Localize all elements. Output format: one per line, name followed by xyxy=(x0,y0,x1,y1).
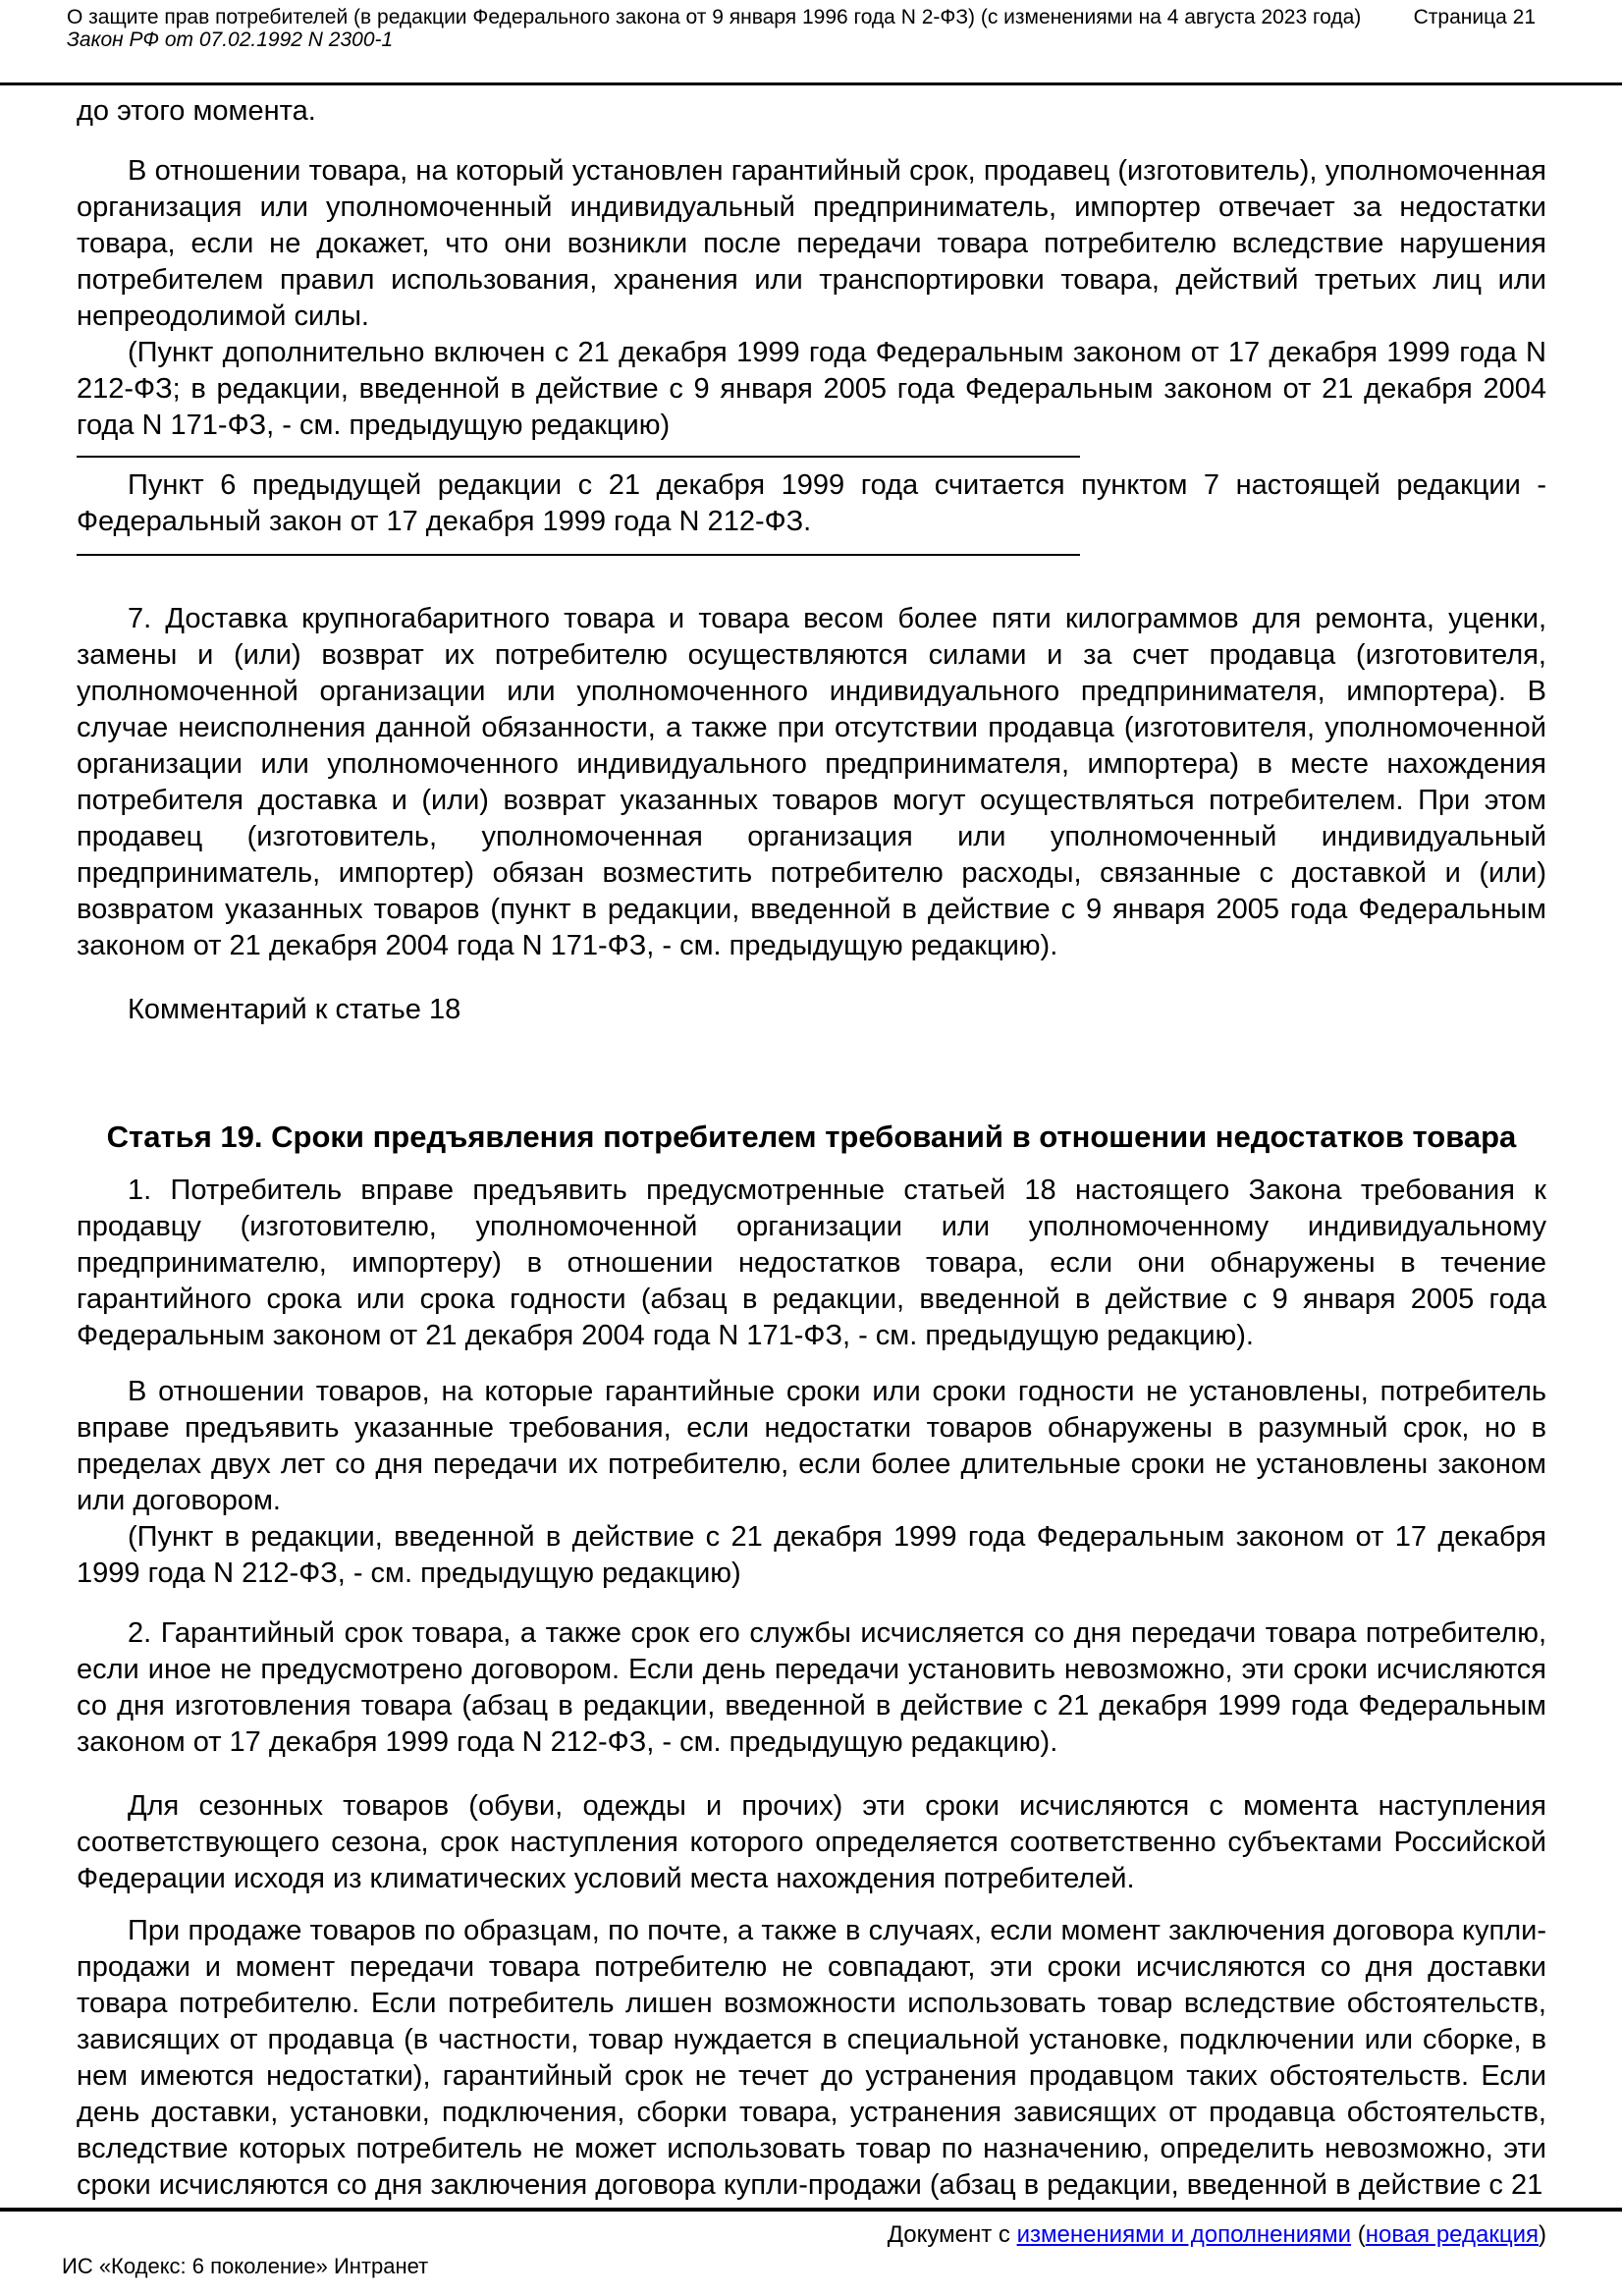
paragraph-2-sample-sales: При продаже товаров по образцам, по почте, а также в случаях, если момент заключения договора купли-продажи и момент передачи товара потребителю не совпадают, эти сроки исчисляются со дня доставки товара потребителю. Если потребитель лишен возможности использовать товар вследствие обстоятельств, зависящих от продавца (в частности, товар нуждается в специальной установке, подключении или сборке, в нем имеются недостатки), гарантийный срок не течет до устранения продавцом таких обстоятельств. Если день доставки, установки, подключения, сборки товара, устранения зависящих от продавца обстоятельств, вследствие которых потребитель не может использовать товар по назначению, определить невозможно, эти сроки исчисляются со дня заключения договора купли-продажи (абзац в редакции, введенной в действие с 21 xyxy=(77,1915,1546,2201)
changes-and-additions-link[interactable]: изменениями и дополнениями xyxy=(1016,2221,1352,2248)
section-divider xyxy=(77,456,1080,458)
document-body xyxy=(0,85,1622,2208)
new-edition-link[interactable]: новая редакция xyxy=(1365,2221,1539,2248)
section-divider xyxy=(77,554,1080,556)
paragraph-2-seasonal-goods: Для сезонных товаров (обуви, одежды и прочих) эти сроки исчисляются с момента наступления соответствующего сезона, срок наступления которого определяется соответственно субъектами Российской Федерации исходя из климатических условий места нахождения потребителей. xyxy=(77,1790,1546,1894)
paragraph-warranty-liability: В отношении товара, на который установлен гарантийный срок, продавец (изготовитель), уполномоченная организация или уполномоченный индивидуальный предприниматель, импортер отвечает за недостатки товара, если не докажет, что они возникли после передачи товара потребителю вследствие нарушения потребителем правил использования, хранения или транспортировки товара, действий третьих лиц или непреодолимой силы. xyxy=(77,155,1546,332)
footer-note-prefix: Документ с xyxy=(887,2221,1017,2248)
page-number: Страница 21 xyxy=(1413,6,1536,28)
paragraph-7-delivery: 7. Доставка крупногабаритного товара и товара весом более пяти килограммов для ремонта, уценки, замены и (или) возврат их потребителю осуществляются силами и за счет продавца (изготовителя, уполномоченной организации или уполномоченного индивидуального предпринимателя, импортера). В случае неисполнения данной обязанности, а также при отсутствии продавца (изготовителя, уполномоченной организации или уполномоченного индивидуального предпринимателя, импортера) в месте нахождения потребителя доставка и (или) возврат указанных товаров могут осуществляться потребителем. При этом продавец (изготовитель, уполномоченная организация или уполномоченный индивидуальный предприниматель, импортер) обязан возместить потребителю расходы, связанные с доставкой и (или) возвратом указанных товаров (пункт в редакции, введенной в действие с 9 января 2005 года Федеральным законом от 21 декабря 2004 года N 171-ФЗ, - см. предыдущую редакцию). xyxy=(77,603,1546,961)
paragraph-1-claims: 1. Потребитель вправе предъявить предусмотренные статьей 18 настоящего Закона требования к продавцу (изготовителю, уполномоченной организации или уполномоченному индивидуальному предпринимателю, импортеру) в отношении недостатков товара, если они обнаружены в течение гарантийного срока или срока годности (абзац в редакции, введенной в действие с 9 января 2005 года Федеральным законом от 21 декабря 2004 года N 171-ФЗ, - см. предыдущую редакцию). xyxy=(77,1175,1546,1351)
paragraph-1-note: (Пункт в редакции, введенной в действие с 21 декабря 1999 года Федеральным законом от 17 декабря 1999 года N 212-ФЗ, - см. предыдущую редакцию) xyxy=(77,1521,1546,1589)
intranet-system-label: ИС «Кодекс: 6 поколение» Интранет xyxy=(62,2254,429,2278)
article18-comment-note: Комментарий к статье 18 xyxy=(128,994,461,1025)
footer-note xyxy=(888,2220,1546,2250)
footer-note-mid: ( xyxy=(1351,2221,1366,2248)
continuation-line: до этого момента. xyxy=(77,95,316,127)
footer-divider xyxy=(0,2208,1622,2212)
document-subtitle: Закон РФ от 07.02.1992 N 2300-1 xyxy=(67,28,394,51)
paragraph-warranty-note: (Пункт дополнительно включен с 21 декабря 1999 года Федеральным законом от 17 декабря 1999 года N 212-ФЗ; в редакции, введенной в действие с 9 января 2005 года Федеральным законом от 21 декабря 2004 года N 171-ФЗ, - см. предыдущую редакцию) xyxy=(77,337,1546,441)
article19-heading: Статья 19. Сроки предъявления потребителем требований в отношении недостатков товара xyxy=(106,1120,1517,1154)
document-title: О защите прав потребителей (в редакции Федерального закона от 9 января 1996 года N 2-ФЗ) (с изменениями на 4 августа 2023 года) xyxy=(67,6,1362,28)
paragraph-2-warranty-term: 2. Гарантийный срок товара, а также срок его службы исчисляется со дня передачи товара потребителю, если иное не предусмотрено договором. Если день передачи установить невозможно, эти сроки исчисляются со дня изготовления товара (абзац в редакции, введенной в действие с 21 декабря 1999 года Федеральным законом от 17 декабря 1999 года N 212-ФЗ, - см. предыдущую редакцию). xyxy=(77,1617,1546,1758)
paragraph-point6-renumbering: Пункт 6 предыдущей редакции с 21 декабря 1999 года считается пунктом 7 настоящей редакции - Федеральный закон от 17 декабря 1999 года N 212-ФЗ. xyxy=(77,469,1546,537)
document-header xyxy=(67,6,1536,51)
footer-note-suffix: ) xyxy=(1539,2221,1546,2248)
paragraph-1-no-warranty: В отношении товаров, на которые гарантийные сроки или сроки годности не установлены, потребитель вправе предъявить указанные требования, если недостатки товаров обнаружены в разумный срок, но в пределах двух лет со дня передачи их потребителю, если более длительные сроки не установлены законом или договором. xyxy=(77,1376,1546,1516)
